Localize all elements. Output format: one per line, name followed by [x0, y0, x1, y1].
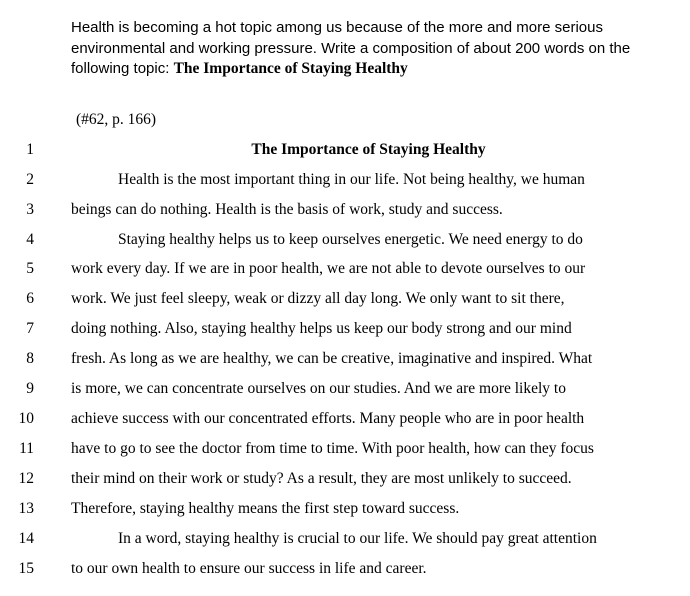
- essay-line: [0, 528, 690, 550]
- essay-line: [0, 558, 690, 580]
- prompt-topic: The Importance of Staying Healthy: [173, 60, 408, 77]
- line-number: 9: [26, 380, 34, 397]
- essay-line: [0, 288, 690, 310]
- line-number: 13: [18, 500, 34, 517]
- line-text: work every day. If we are in poor health, we are not able to devote ourselves to our: [71, 260, 586, 277]
- line-text: their mind on their work or study? As a result, they are most unlikely to succeed.: [71, 470, 572, 487]
- line-number: 4: [26, 231, 34, 248]
- essay-line: [0, 169, 690, 191]
- line-number: 14: [18, 530, 34, 547]
- essay-title: The Importance of Staying Healthy: [251, 141, 486, 158]
- essay-line: [0, 408, 690, 430]
- line-number: 7: [26, 320, 34, 337]
- line-text: Staying healthy helps us to keep ourselves energetic. We need energy to do: [118, 231, 583, 248]
- line-number: 8: [26, 350, 34, 367]
- line-text: is more, we can concentrate ourselves on our studies. And we are more likely to: [71, 380, 566, 397]
- essay-line: [0, 139, 690, 161]
- essay-line: [0, 258, 690, 280]
- line-text: beings can do nothing. Health is the basis of work, study and success.: [71, 201, 503, 218]
- essay-line: [0, 468, 690, 490]
- line-number: 1: [26, 141, 34, 158]
- line-text: achieve success with our concentrated efforts. Many people who are in poor health: [71, 410, 585, 427]
- essay-line: [0, 348, 690, 370]
- essay-line: [0, 438, 690, 460]
- line-text: Health is the most important thing in our life. Not being healthy, we human: [118, 171, 585, 188]
- line-number: 12: [18, 470, 34, 487]
- line-text: Therefore, staying healthy means the first step toward success.: [71, 500, 460, 517]
- line-text: In a word, staying healthy is crucial to our life. We should pay great attention: [118, 530, 597, 547]
- line-text: work. We just feel sleepy, weak or dizzy all day long. We only want to sit there,: [71, 290, 565, 307]
- line-number: 5: [26, 260, 34, 277]
- line-text: fresh. As long as we are healthy, we can be creative, imaginative and inspired. What: [71, 350, 593, 367]
- line-text: to our own health to ensure our success in life and career.: [71, 560, 427, 577]
- line-number: 6: [26, 290, 34, 307]
- essay-line: [0, 318, 690, 340]
- line-text: have to go to see the doctor from time to time. With poor health, how can they focus: [71, 440, 594, 457]
- essay-line: [0, 229, 690, 251]
- line-number: 11: [19, 440, 34, 457]
- line-number: 3: [26, 201, 34, 218]
- line-number: 2: [26, 171, 34, 188]
- line-number: 15: [18, 560, 34, 577]
- essay-line: [0, 378, 690, 400]
- source-reference: (#62, p. 166): [76, 111, 157, 128]
- essay-line: [0, 498, 690, 520]
- prompt-text: Health is becoming a hot topic among us because of the more and more serious environmental and working pressure. Write a composition of about 200 words on the following topic:: [71, 19, 631, 77]
- line-text: doing nothing. Also, staying healthy helps us keep our body strong and our mind: [71, 320, 572, 337]
- line-number: 10: [18, 410, 34, 427]
- essay-line: [0, 199, 690, 221]
